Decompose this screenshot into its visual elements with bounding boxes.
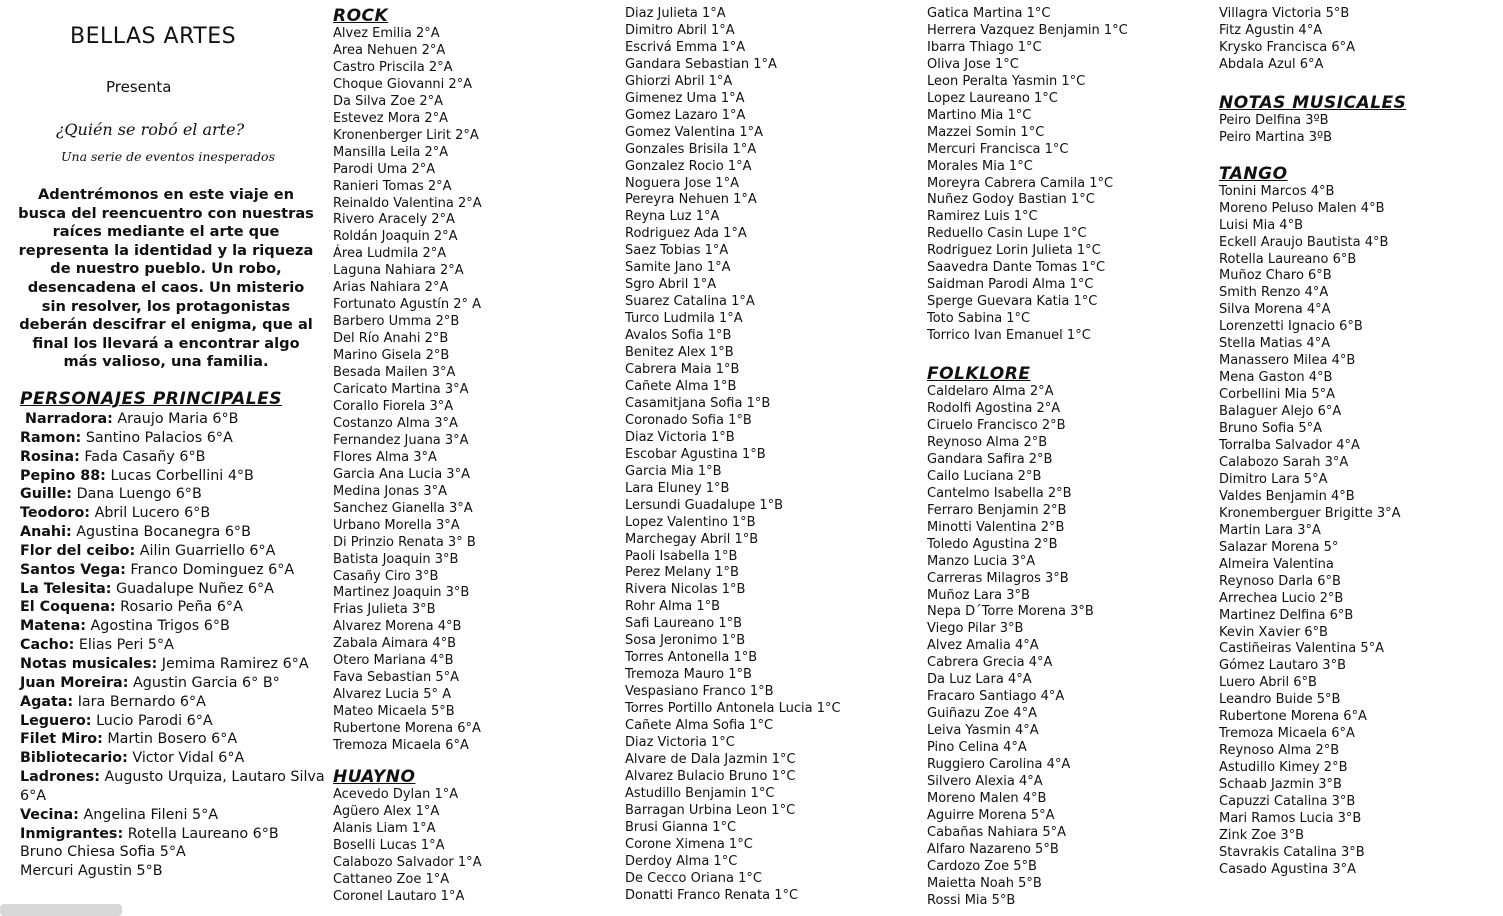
list-item: Manassero Milea 4°B bbox=[1219, 353, 1356, 369]
character-role: La Telesita: bbox=[20, 580, 112, 597]
character-actor: Araujo Maria 6°B bbox=[117, 411, 239, 427]
list-item: Casado Agustina 3°A bbox=[1219, 861, 1356, 877]
folklore-title: FOLKLORE bbox=[927, 364, 1031, 385]
list-item: Sgro Abril 1°A bbox=[625, 277, 717, 293]
character-role: Narradora: bbox=[25, 411, 113, 427]
character-actor: Iara Bernardo 6°A bbox=[77, 693, 206, 710]
personajes-list bbox=[20, 410, 330, 881]
list-item: Noguera Jose 1°A bbox=[625, 175, 739, 191]
character-role: Guille: bbox=[20, 486, 73, 503]
list-item: Fernandez Juana 3°A bbox=[333, 432, 469, 448]
list-item: Suarez Catalina 1°A bbox=[625, 294, 755, 310]
list-item: Muñoz Lara 3°B bbox=[927, 587, 1030, 603]
character-actor: Agustina Bocanegra 6°B bbox=[76, 524, 251, 541]
list-item: Silvero Alexia 4°A bbox=[927, 773, 1043, 789]
list-item: Gimenez Uma 1°A bbox=[625, 90, 745, 106]
list-item: Zink Zoe 3°B bbox=[1219, 827, 1305, 843]
character-row bbox=[20, 598, 330, 617]
show-title: ¿Quién se robó el arte? bbox=[55, 120, 245, 139]
character-role: Flor del ceibo: bbox=[20, 542, 136, 559]
list-item: Valdes Benjamin 4°B bbox=[1219, 488, 1355, 504]
character-role: Filet Miro: bbox=[20, 731, 103, 748]
list-item: Garcia Ana Lucia 3°A bbox=[333, 466, 470, 482]
list-item: Marino Gisela 2°B bbox=[333, 348, 450, 364]
list-item: Ranieri Tomas 2°A bbox=[333, 178, 452, 194]
list-item: Torralba Salvador 4°A bbox=[1219, 438, 1360, 454]
character-row bbox=[20, 825, 330, 844]
list-item: Sperge Guevara Katia 1°C bbox=[927, 294, 1098, 310]
character-actor: Ailin Guarriello 6°A bbox=[139, 542, 276, 559]
presenta-label: Presenta bbox=[106, 78, 172, 96]
list-item: Donatti Franco Renata 1°C bbox=[625, 887, 799, 903]
list-item: Flores Alma 3°A bbox=[333, 449, 437, 465]
list-item: Muñoz Charo 6°B bbox=[1219, 268, 1332, 284]
character-actor: Mercuri Agustin 5°B bbox=[20, 863, 163, 880]
folklore-column bbox=[927, 6, 1128, 910]
list-item: Reynoso Darla 6°B bbox=[1219, 573, 1341, 589]
list-item: Abdala Azul 6°A bbox=[1219, 56, 1324, 72]
list-item: Reynoso Alma 2°B bbox=[927, 434, 1048, 450]
character-row bbox=[20, 542, 330, 561]
character-actor: Martin Bosero 6°A bbox=[107, 731, 238, 748]
list-item: Casañy Ciro 3°B bbox=[333, 568, 439, 584]
list-item: Castro Priscila 2°A bbox=[333, 59, 453, 75]
list-item: Saidman Parodi Alma 1°C bbox=[927, 277, 1094, 293]
list-item: Avalos Sofia 1°B bbox=[625, 328, 732, 344]
list-item: Fava Sebastian 5°A bbox=[333, 670, 459, 686]
list-item: Pereyra Nehuen 1°A bbox=[625, 192, 757, 208]
list-item: Parodi Uma 2°A bbox=[333, 161, 436, 177]
list-item: Luero Abril 6°B bbox=[1219, 675, 1317, 691]
list-item: Rodriguez Ada 1°A bbox=[625, 226, 747, 242]
list-item: Di Prinzio Renata 3° B bbox=[333, 534, 476, 550]
list-item: Barragan Urbina Leon 1°C bbox=[625, 802, 796, 818]
personajes-title: PERSONAJES PRINCIPALES bbox=[20, 389, 282, 409]
list-item: Castiñeiras Valentina 5°A bbox=[1219, 641, 1385, 657]
list-item: Oliva Jose 1°C bbox=[927, 56, 1019, 72]
list-item: Gómez Lautaro 3°B bbox=[1219, 658, 1346, 674]
list-item: Rubertone Morena 6°A bbox=[333, 721, 481, 737]
list-item: Roldán Joaquin 2°A bbox=[333, 229, 458, 245]
list-item: Saavedra Dante Tomas 1°C bbox=[927, 260, 1106, 276]
character-row bbox=[20, 749, 330, 768]
list-item: Torres Antonella 1°B bbox=[625, 650, 758, 666]
list-item: Reinaldo Valentina 2°A bbox=[333, 195, 482, 211]
list-item: Minotti Valentina 2°B bbox=[927, 519, 1065, 535]
list-item: Alvare de Dala Jazmin 1°C bbox=[625, 751, 796, 767]
list-item: Otero Mariana 4°B bbox=[333, 653, 454, 669]
list-item: Batista Joaquin 3°B bbox=[333, 551, 459, 567]
list-item: Mari Ramos Lucia 3°B bbox=[1219, 810, 1362, 826]
list-item: Perez Melany 1°B bbox=[625, 565, 739, 581]
list-item: Alvez Emilia 2°A bbox=[333, 26, 440, 41]
list-item: Frias Julieta 3°B bbox=[333, 602, 436, 618]
character-actor: Abril Lucero 6°B bbox=[94, 505, 211, 522]
list-item: Reyna Luz 1°A bbox=[625, 209, 720, 225]
character-row bbox=[20, 768, 330, 806]
list-item: Toledo Agustina 2°B bbox=[927, 536, 1058, 552]
list-item: Rubertone Morena 6°A bbox=[1219, 709, 1367, 725]
list-item: Da Luz Lara 4°A bbox=[927, 672, 1032, 688]
tango-title: TANGO bbox=[1219, 163, 1288, 184]
character-actor: Victor Vidal 6°A bbox=[132, 750, 245, 767]
list-item: Dimitro Abril 1°A bbox=[625, 22, 735, 38]
character-actor: Augusto Urquiza, Lautaro Silva 6°A bbox=[20, 769, 325, 804]
list-item: Gandara Safira 2°B bbox=[927, 451, 1053, 467]
character-row bbox=[20, 730, 330, 749]
show-subtitle: Una serie de eventos inesperados bbox=[60, 149, 275, 164]
list-item: Ramirez Luis 1°C bbox=[927, 209, 1038, 225]
folklore-list bbox=[927, 384, 1128, 910]
list-item: Almeira Valentina bbox=[1219, 556, 1334, 572]
list-item: Torrico Ivan Emanuel 1°C bbox=[927, 328, 1091, 344]
list-item: Costanzo Alma 3°A bbox=[333, 415, 458, 431]
list-item: Manzo Lucia 3°A bbox=[927, 553, 1036, 569]
list-item: Dimitro Lara 5°A bbox=[1219, 471, 1328, 487]
list-item: Moreno Peluso Malen 4°B bbox=[1219, 200, 1385, 216]
list-item: Fitz Agustin 4°A bbox=[1219, 22, 1323, 38]
character-role: Rosina: bbox=[20, 448, 80, 465]
list-item: Diaz Victoria 1°B bbox=[625, 429, 735, 445]
list-item: Toto Sabina 1°C bbox=[927, 311, 1031, 327]
list-item: Leandro Buide 5°B bbox=[1219, 692, 1341, 708]
list-item: Casamitjana Sofia 1°B bbox=[625, 395, 771, 411]
character-actor: Fada Casañy 6°B bbox=[84, 448, 206, 465]
folklore-continued-list bbox=[1219, 6, 1406, 74]
character-role: El Coquena: bbox=[20, 599, 116, 616]
character-role: Pepino 88: bbox=[20, 467, 106, 484]
list-item: Ciruelo Francisco 2°B bbox=[927, 417, 1066, 433]
list-item: Moreno Malen 4°B bbox=[927, 790, 1047, 806]
list-item: Besada Mailen 3°A bbox=[333, 365, 456, 381]
character-actor: Agostina Trigos 6°B bbox=[90, 618, 230, 635]
list-item: Mansilla Leila 2°A bbox=[333, 144, 449, 160]
character-actor: Guadalupe Nuñez 6°A bbox=[116, 580, 274, 597]
character-row bbox=[20, 806, 330, 825]
list-item: Urbano Morella 3°A bbox=[333, 517, 460, 533]
list-item: Bruno Sofia 5°A bbox=[1219, 421, 1322, 437]
list-item: Lopez Valentino 1°B bbox=[625, 514, 756, 530]
character-role: Ramon: bbox=[20, 429, 82, 446]
list-item: Gonzales Brisila 1°A bbox=[625, 141, 757, 157]
list-item: Derdoy Alma 1°C bbox=[625, 853, 738, 869]
list-item: Estevez Mora 2°A bbox=[333, 110, 449, 126]
list-item: Torres Portillo Antonela Lucia 1°C bbox=[625, 701, 841, 717]
list-item: Agüero Alex 1°A bbox=[333, 803, 440, 819]
character-role: Bibliotecario: bbox=[20, 750, 128, 767]
character-row bbox=[20, 467, 330, 486]
list-item: Kevin Xavier 6°B bbox=[1219, 624, 1328, 640]
character-row bbox=[20, 580, 330, 599]
list-item: Ghiorzi Abril 1°A bbox=[625, 73, 733, 89]
huayno-continued-list bbox=[625, 6, 841, 905]
list-item: Kronemberguer Brigitte 3°A bbox=[1219, 505, 1401, 521]
character-actor: Jemima Ramirez 6°A bbox=[161, 655, 309, 672]
list-item: Caricato Martina 3°A bbox=[333, 382, 469, 398]
list-item: Ferraro Benjamin 2°B bbox=[927, 502, 1067, 518]
list-item: Stella Matias 4°A bbox=[1219, 336, 1331, 352]
list-item: Laguna Nahiara 2°A bbox=[333, 263, 464, 279]
list-item: Alvez Amalia 4°A bbox=[927, 638, 1039, 654]
list-item: Calabozo Sarah 3°A bbox=[1219, 454, 1349, 470]
list-item: Paoli Isabella 1°B bbox=[625, 548, 738, 564]
character-row bbox=[20, 561, 330, 580]
list-item: Lersundi Guadalupe 1°B bbox=[625, 497, 784, 513]
list-item: Cardozo Zoe 5°B bbox=[927, 858, 1037, 874]
list-item: Cabañas Nahiara 5°A bbox=[927, 824, 1066, 840]
list-item: Alanis Liam 1°A bbox=[333, 820, 436, 836]
character-actor: Agustin Garcia 6° B° bbox=[132, 674, 280, 691]
list-item: Gomez Valentina 1°A bbox=[625, 124, 764, 140]
list-item: Martinez Joaquin 3°B bbox=[333, 585, 470, 601]
list-item: Diaz Victoria 1°C bbox=[625, 734, 735, 750]
character-row bbox=[25, 410, 330, 429]
list-item: Alvarez Lucia 5° A bbox=[333, 687, 452, 703]
list-item: Peiro Martina 3ºB bbox=[1219, 129, 1333, 145]
list-item: Mazzei Somin 1°C bbox=[927, 124, 1045, 140]
list-item: Coronel Lautaro 1°A bbox=[333, 888, 465, 904]
character-role: Teodoro: bbox=[20, 505, 91, 522]
list-item: Safi Laureano 1°B bbox=[625, 616, 743, 632]
list-item: Schaab Jazmin 3°B bbox=[1219, 777, 1342, 793]
character-actor: Franco Dominguez 6°A bbox=[130, 561, 295, 578]
list-item: Fracaro Santiago 4°A bbox=[927, 689, 1065, 705]
list-item: Tremoza Mauro 1°B bbox=[625, 667, 752, 683]
first-grade-list bbox=[927, 6, 1128, 345]
list-item: Stavrakis Catalina 3°B bbox=[1219, 844, 1365, 860]
list-item: Cattaneo Zoe 1°A bbox=[333, 871, 450, 887]
list-item: Balaguer Alejo 6°A bbox=[1219, 404, 1342, 420]
character-row bbox=[20, 843, 330, 862]
list-item: Maietta Noah 5°B bbox=[927, 875, 1042, 891]
list-item: Sanchez Gianella 3°A bbox=[333, 500, 473, 516]
list-item: Corallo Fiorela 3°A bbox=[333, 398, 454, 414]
list-item: Leon Peralta Yasmin 1°C bbox=[927, 73, 1086, 89]
page-indicator bbox=[0, 904, 122, 916]
list-item: Cañete Alma Sofia 1°C bbox=[625, 718, 774, 734]
notas-list bbox=[1219, 113, 1406, 147]
list-item: Corbellini Mia 5°A bbox=[1219, 387, 1336, 403]
character-row bbox=[20, 485, 330, 504]
list-item: Alvarez Bulacio Bruno 1°C bbox=[625, 768, 796, 784]
huayno-list bbox=[333, 787, 482, 906]
list-item: Astudillo Kimey 2°B bbox=[1219, 760, 1348, 776]
list-item: Herrera Vazquez Benjamin 1°C bbox=[927, 22, 1128, 38]
list-item: Área Ludmila 2°A bbox=[333, 246, 447, 262]
character-row bbox=[20, 429, 330, 448]
list-item: Medina Jonas 3°A bbox=[333, 483, 447, 499]
list-item: Benitez Alex 1°B bbox=[625, 345, 734, 361]
list-item: Gonzalez Rocio 1°A bbox=[625, 158, 752, 174]
list-item: Cabrera Grecia 4°A bbox=[927, 655, 1053, 671]
list-item: Arrechea Lucio 2°B bbox=[1219, 590, 1344, 606]
list-item: Mercuri Francisca 1°C bbox=[927, 141, 1069, 157]
list-item: Silva Morena 4°A bbox=[1219, 302, 1331, 318]
list-item: Tremoza Micaela 6°A bbox=[333, 738, 469, 754]
character-actor: Dana Luengo 6°B bbox=[76, 486, 202, 503]
list-item: Gandara Sebastian 1°A bbox=[625, 56, 777, 72]
list-item: Alvarez Morena 4°B bbox=[333, 619, 462, 635]
list-item: Ibarra Thiago 1°C bbox=[927, 39, 1042, 55]
intro-paragraph: Adentrémonos en este viaje en busca del reencuentro con nuestras raíces mediante el arte que representa la identidad y la riqueza de nuestro pueblo. Un robo, desencadena el caos. Un misterio sin resolver, los protagonistas deberán descifrar el enigma, que al final los llevará a encontrar algo más valioso, una familia. bbox=[18, 186, 314, 371]
list-item: Coronado Sofia 1°B bbox=[625, 412, 752, 428]
rock-column bbox=[333, 6, 482, 906]
list-item: Nepa D´Torre Morena 3°B bbox=[927, 604, 1094, 620]
character-role: Santos Vega: bbox=[20, 561, 126, 578]
list-item: Rodriguez Lorin Julieta 1°C bbox=[927, 243, 1101, 259]
list-item: Vespasiano Franco 1°B bbox=[625, 684, 774, 700]
character-row bbox=[20, 504, 330, 523]
notas-title: NOTAS MUSICALES bbox=[1219, 92, 1407, 113]
character-role: Vecina: bbox=[20, 806, 79, 823]
list-item: Escrivá Emma 1°A bbox=[625, 39, 746, 55]
list-item: Peiro Delfina 3ºB bbox=[1219, 112, 1329, 128]
list-item: Cabrera Maia 1°B bbox=[625, 362, 740, 378]
list-item: Del Río Anahi 2°B bbox=[333, 331, 449, 347]
character-row bbox=[20, 636, 330, 655]
character-actor: Rosario Peña 6°A bbox=[120, 599, 243, 616]
character-role: Juan Moreira: bbox=[20, 674, 129, 691]
list-item: Leiva Yasmin 4°A bbox=[927, 723, 1039, 739]
character-actor: Bruno Chiesa Sofia 5°A bbox=[20, 844, 186, 861]
character-row bbox=[20, 862, 330, 881]
list-item: Cailo Luciana 2°B bbox=[927, 468, 1042, 484]
list-item: Aguirre Morena 5°A bbox=[927, 807, 1055, 823]
list-item: Fortunato Agustín 2° A bbox=[333, 297, 482, 313]
list-item: Lopez Laureano 1°C bbox=[927, 90, 1058, 106]
list-item: Smith Renzo 4°A bbox=[1219, 285, 1329, 301]
list-item: Krysko Francisca 6°A bbox=[1219, 39, 1356, 55]
list-item: Caldelaro Alma 2°A bbox=[927, 384, 1054, 400]
character-actor: Angelina Fileni 5°A bbox=[83, 806, 219, 823]
list-item: Kronenberger Lirit 2°A bbox=[333, 127, 479, 143]
list-item: Sosa Jeronimo 1°B bbox=[625, 633, 746, 649]
list-item: Reynoso Alma 2°B bbox=[1219, 743, 1340, 759]
list-item: Viego Pilar 3°B bbox=[927, 621, 1024, 637]
rock-list bbox=[333, 26, 482, 755]
list-item: Alfaro Nazareno 5°B bbox=[927, 841, 1059, 857]
list-item: Tonini Marcos 4°B bbox=[1219, 183, 1335, 199]
list-item: Da Silva Zoe 2°A bbox=[333, 93, 444, 109]
list-item: Villagra Victoria 5°B bbox=[1219, 6, 1350, 21]
list-item: Marchegay Abril 1°B bbox=[625, 531, 759, 547]
character-actor: Elias Peri 5°A bbox=[78, 637, 174, 654]
list-item: Rodolfi Agostina 2°A bbox=[927, 401, 1061, 417]
list-item: Ruggiero Carolina 4°A bbox=[927, 757, 1071, 773]
character-row bbox=[20, 523, 330, 542]
list-item: Carreras Milagros 3°B bbox=[927, 570, 1069, 586]
character-role: Inmigrantes: bbox=[20, 825, 124, 842]
character-role: Matena: bbox=[20, 618, 86, 635]
list-item: Brusi Gianna 1°C bbox=[625, 819, 737, 835]
list-item: Astudillo Benjamin 1°C bbox=[625, 785, 775, 801]
tango-list bbox=[1219, 184, 1406, 879]
list-item: Rohr Alma 1°B bbox=[625, 599, 721, 615]
character-row bbox=[20, 448, 330, 467]
huayno-continued-column bbox=[625, 6, 841, 905]
list-item: Turco Ludmila 1°A bbox=[625, 311, 743, 327]
list-item: Mena Gaston 4°B bbox=[1219, 370, 1333, 386]
list-item: Barbero Umma 2°B bbox=[333, 314, 460, 330]
list-item: Arias Nahiara 2°A bbox=[333, 280, 449, 296]
list-item: Mateo Micaela 5°B bbox=[333, 704, 455, 720]
character-row bbox=[20, 693, 330, 712]
list-item: Luisi Mia 4°B bbox=[1219, 217, 1303, 233]
list-item: Tremoza Micaela 6°A bbox=[1219, 726, 1355, 742]
character-actor: Rotella Laureano 6°B bbox=[127, 825, 279, 842]
list-item: Martino Mia 1°C bbox=[927, 107, 1032, 123]
character-role: Cacho: bbox=[20, 637, 75, 654]
huayno-title: HUAYNO bbox=[333, 766, 416, 787]
list-item: Garcia Mia 1°B bbox=[625, 463, 722, 479]
character-role: Leguero: bbox=[20, 712, 92, 729]
character-row bbox=[20, 712, 330, 731]
list-item: Samite Jano 1°A bbox=[625, 260, 731, 276]
list-item: Pino Celina 4°A bbox=[927, 740, 1027, 756]
list-item: Lorenzetti Ignacio 6°B bbox=[1219, 319, 1363, 335]
character-row bbox=[20, 655, 330, 674]
list-item: Corone Ximena 1°C bbox=[625, 836, 753, 852]
list-item: Saez Tobias 1°A bbox=[625, 243, 729, 259]
list-item: Morales Mia 1°C bbox=[927, 158, 1033, 174]
list-item: Salazar Morena 5° bbox=[1219, 539, 1339, 555]
list-item: Zabala Aimara 4°B bbox=[333, 636, 457, 652]
list-item: Rotella Laureano 6°B bbox=[1219, 251, 1357, 267]
list-item: Martinez Delfina 6°B bbox=[1219, 607, 1354, 623]
list-item: Martin Lara 3°A bbox=[1219, 522, 1321, 538]
character-row bbox=[20, 674, 330, 693]
character-role: Agata: bbox=[20, 693, 74, 710]
rock-title: ROCK bbox=[333, 6, 389, 26]
list-item: De Cecco Oriana 1°C bbox=[625, 870, 762, 886]
list-item: Rossi Mia 5°B bbox=[927, 892, 1016, 908]
list-item: Nuñez Godoy Bastian 1°C bbox=[927, 192, 1095, 208]
list-item: Acevedo Dylan 1°A bbox=[333, 786, 459, 802]
character-actor: Lucio Parodi 6°A bbox=[96, 712, 213, 729]
brand-title: BELLAS ARTES bbox=[70, 24, 237, 49]
list-item: Moreyra Cabrera Camila 1°C bbox=[927, 175, 1114, 191]
list-item: Rivera Nicolas 1°B bbox=[625, 582, 746, 598]
list-item: Eckell Araujo Bautista 4°B bbox=[1219, 234, 1389, 250]
list-item: Capuzzi Catalina 3°B bbox=[1219, 794, 1356, 810]
list-item: Lara Eluney 1°B bbox=[625, 480, 730, 496]
list-item: Rivero Aracely 2°A bbox=[333, 212, 455, 228]
list-item: Cantelmo Isabella 2°B bbox=[927, 485, 1072, 501]
list-item: Calabozo Salvador 1°A bbox=[333, 854, 482, 870]
list-item: Boselli Lucas 1°A bbox=[333, 837, 445, 853]
list-item: Escobar Agustina 1°B bbox=[625, 446, 766, 462]
tango-column bbox=[1219, 6, 1406, 879]
character-role: Notas musicales: bbox=[20, 655, 158, 672]
list-item: Area Nehuen 2°A bbox=[333, 42, 446, 58]
list-item: Reduello Casin Lupe 1°C bbox=[927, 226, 1087, 242]
list-item: Diaz Julieta 1°A bbox=[625, 6, 726, 21]
character-row bbox=[20, 617, 330, 636]
list-item: Gatica Martina 1°C bbox=[927, 6, 1051, 21]
character-role: Ladrones: bbox=[20, 769, 100, 786]
character-actor: Lucas Corbellini 4°B bbox=[110, 467, 254, 484]
list-item: Choque Giovanni 2°A bbox=[333, 76, 473, 92]
list-item: Cañete Alma 1°B bbox=[625, 378, 737, 394]
character-actor: Santino Palacios 6°A bbox=[85, 429, 233, 446]
list-item: Guiñazu Zoe 4°A bbox=[927, 706, 1037, 722]
character-role: Anahi: bbox=[20, 524, 72, 541]
list-item: Gomez Lazaro 1°A bbox=[625, 107, 746, 123]
